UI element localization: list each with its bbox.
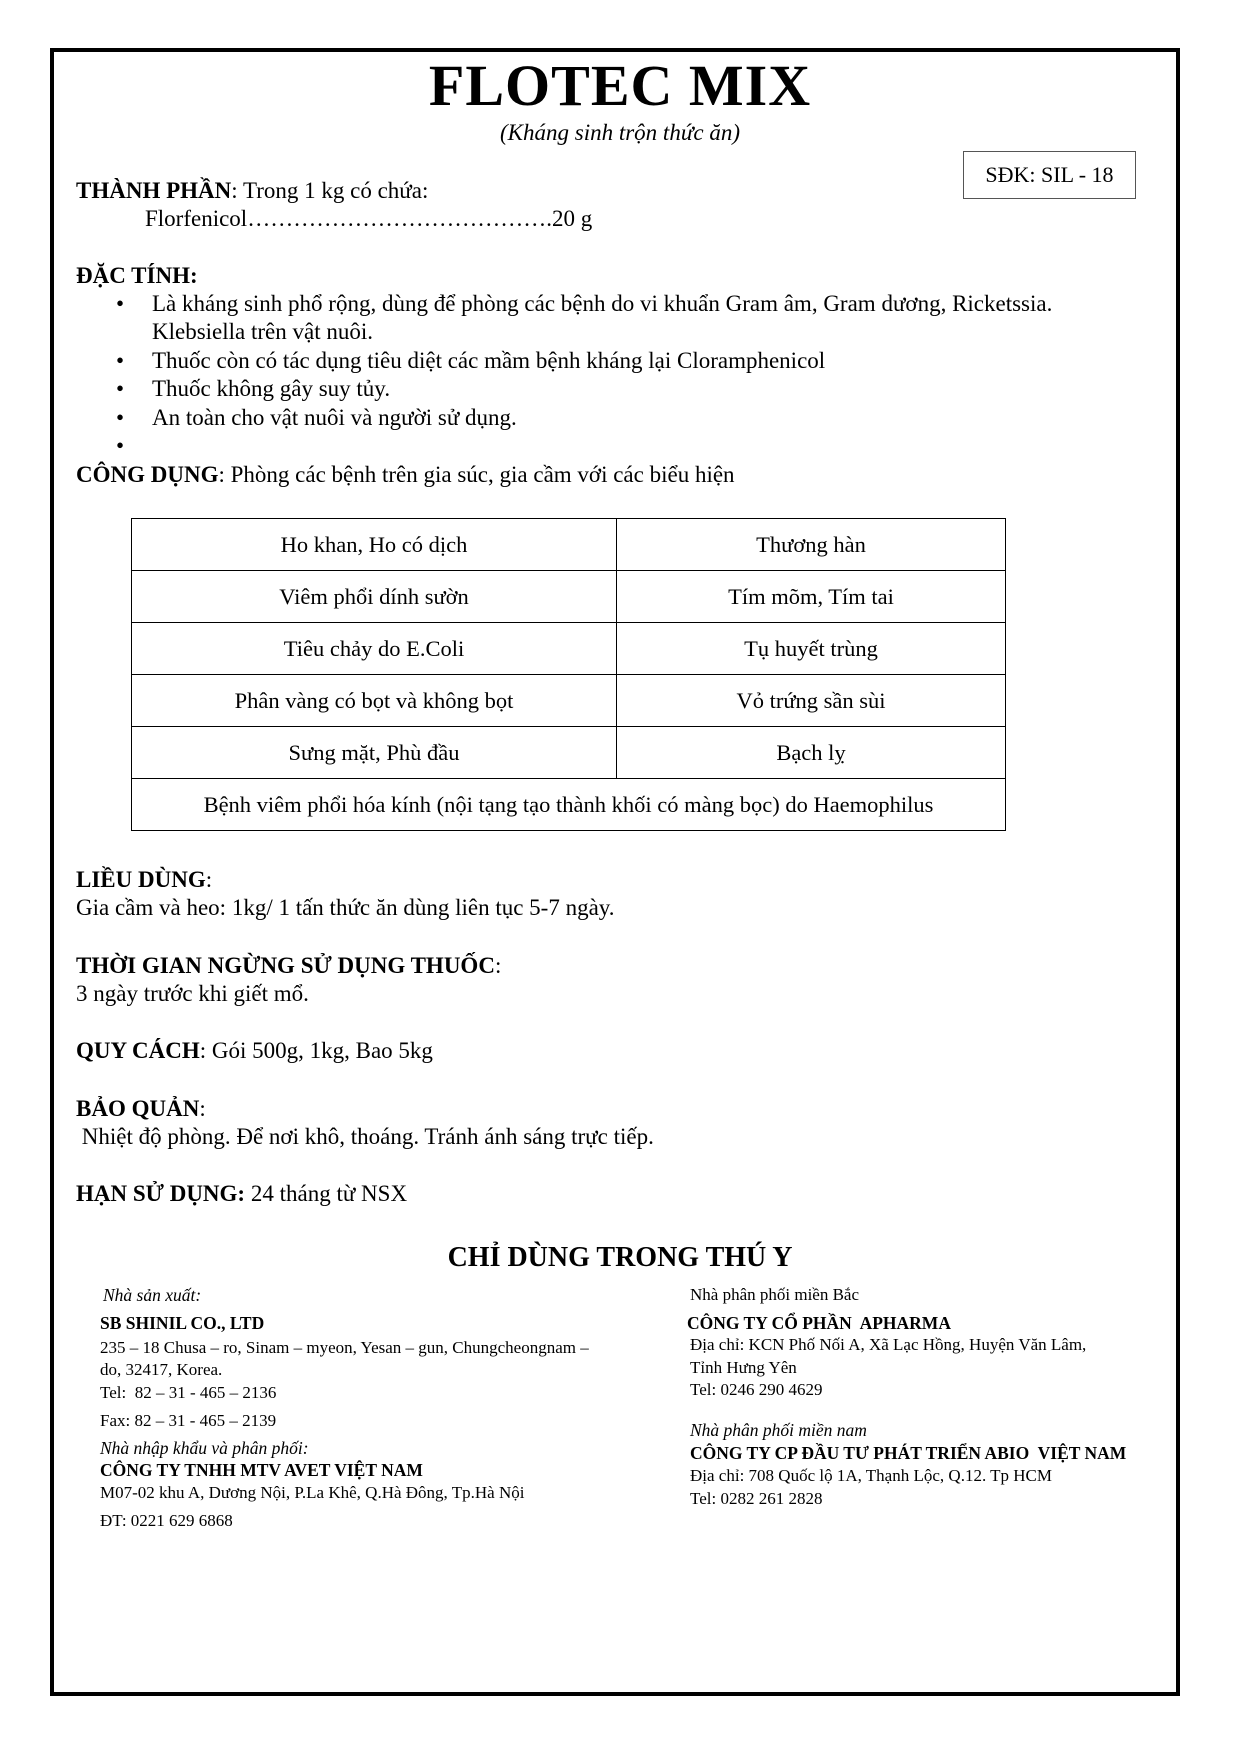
property-item: Klebsiella trên vật nuôi. (152, 319, 373, 344)
composition-line (76, 178, 428, 204)
expiry-heading: HẠN SỬ DỤNG: (76, 1181, 246, 1206)
uses-text: : Phòng các bệnh trên gia súc, gia cầm với các biểu hiện (218, 462, 735, 487)
manufacturer-address: 235 – 18 Chusa – ro, Sinam – myeon, Yesan – gun, Chungcheongnam – (100, 1338, 589, 1357)
withdrawal-text: 3 ngày trước khi giết mổ. (76, 981, 309, 1006)
storage-heading: BẢO QUẢN (76, 1096, 200, 1121)
product-subtitle: (Kháng sinh trộn thức ăn) (500, 120, 740, 145)
north-distributor-tel: Tel: 0246 290 4629 (690, 1380, 823, 1399)
bullet-icon: • (116, 376, 125, 401)
importer-label: Nhà nhập khẩu và phân phối: (100, 1438, 309, 1458)
uses-heading: CÔNG DỤNG (76, 462, 219, 487)
expiry-line (76, 1181, 407, 1207)
ingredient-line: Florfenicol………………………………….20 g (145, 206, 593, 231)
property-item: Thuốc không gây suy tủy. (152, 376, 391, 401)
table-cell: Ho khan, Ho có dịch (132, 519, 617, 571)
table-cell: Tụ huyết trùng (617, 623, 1006, 675)
south-distributor-tel: Tel: 0282 261 2828 (690, 1489, 823, 1508)
dosage-colon: : (205, 867, 213, 892)
importer-address: M07-02 khu A, Dương Nội, P.La Khê, Q.Hà Đông, Tp.Hà Nội (100, 1483, 525, 1502)
property-item: Là kháng sinh phổ rộng, dùng để phòng các bệnh do vi khuẩn Gram âm, Gram dương, Ricketssia. (152, 291, 1053, 316)
table-cell: Phân vàng có bọt và không bọt (132, 675, 617, 727)
withdrawal-heading-line (76, 953, 501, 979)
north-distributor-address: Tỉnh Hưng Yên (690, 1358, 797, 1377)
manufacturer-label: Nhà sản xuất: (103, 1285, 202, 1305)
bullet-icon: • (116, 433, 125, 458)
importer-phone: ĐT: 0221 629 6868 (100, 1511, 233, 1530)
storage-text: Nhiệt độ phòng. Để nơi khô, thoáng. Tránh ánh sáng trực tiếp. (76, 1124, 654, 1149)
uses-line (76, 462, 735, 488)
packaging-text: : Gói 500g, 1kg, Bao 5kg (199, 1038, 433, 1063)
manufacturer-tel: Tel: 82 – 31 - 465 – 2136 (100, 1383, 277, 1402)
registration-box: SĐK: SIL - 18 (963, 151, 1136, 199)
south-distributor-address: Địa chỉ: 708 Quốc lộ 1A, Thạnh Lộc, Q.12. Tp HCM (690, 1466, 1052, 1485)
table-row (132, 519, 1006, 571)
table-cell: Tiêu chảy do E.Coli (132, 623, 617, 675)
south-distributor-label: Nhà phân phối miền nam (690, 1420, 867, 1440)
properties-heading: ĐẶC TÍNH: (76, 263, 198, 288)
storage-heading-line (76, 1096, 206, 1122)
manufacturer-name: SB SHINIL CO., LTD (100, 1313, 265, 1333)
table-cell: Viêm phổi dính sườn (132, 571, 617, 623)
table-cell: Bạch lỵ (617, 727, 1006, 779)
packaging-heading: QUY CÁCH (76, 1038, 200, 1063)
bullet-icon: • (116, 291, 125, 316)
storage-colon: : (199, 1096, 206, 1121)
table-row (132, 727, 1006, 779)
veterinary-use-title: CHỈ DÙNG TRONG THÚ Y (447, 1242, 793, 1273)
packaging-line (76, 1038, 433, 1064)
south-distributor-name: CÔNG TY CP ĐẦU TƯ PHÁT TRIỂN ABIO VIỆT NAM (690, 1443, 1127, 1463)
manufacturer-address: do, 32417, Korea. (100, 1360, 223, 1379)
composition-text: : Trong 1 kg có chứa: (231, 178, 429, 203)
table-cell: Thương hàn (617, 519, 1006, 571)
table-row (132, 675, 1006, 727)
north-distributor-address: Địa chỉ: KCN Phố Nối A, Xã Lạc Hồng, Huyện Văn Lâm, (690, 1335, 1087, 1354)
withdrawal-heading: THỜI GIAN NGỪNG SỬ DỤNG THUỐC (76, 953, 495, 978)
expiry-text: 24 tháng từ NSX (245, 1181, 408, 1206)
table-cell: Sưng mặt, Phù đầu (132, 727, 617, 779)
bullet-icon: • (116, 348, 125, 373)
property-item: An toàn cho vật nuôi và người sử dụng. (152, 405, 517, 430)
property-item: Thuốc còn có tác dụng tiêu diệt các mầm bệnh kháng lại Cloramphenicol (152, 348, 826, 373)
table-row (132, 571, 1006, 623)
table-row (132, 623, 1006, 675)
product-title: FLOTEC MIX (428, 53, 812, 118)
composition-heading: THÀNH PHẦN (76, 178, 232, 203)
bullet-icon: • (116, 405, 125, 430)
table-cell: Vỏ trứng sần sùi (617, 675, 1006, 727)
importer-name: CÔNG TY TNHH MTV AVET VIỆT NAM (100, 1460, 423, 1480)
table-cell: Tím mõm, Tím tai (617, 571, 1006, 623)
withdrawal-colon: : (494, 953, 502, 978)
manufacturer-fax: Fax: 82 – 31 - 465 – 2139 (100, 1411, 277, 1430)
table-cell: Bệnh viêm phổi hóa kính (nội tạng tạo thành khối có màng bọc) do Haemophilus (132, 779, 1006, 831)
north-distributor-label: Nhà phân phối miền Bắc (690, 1285, 860, 1304)
uses-table (131, 518, 1006, 831)
north-distributor-name: CÔNG TY CỔ PHẦN APHARMA (687, 1313, 951, 1333)
dosage-heading: LIỀU DÙNG (76, 867, 206, 892)
dosage-heading-line (76, 867, 212, 893)
table-row (132, 779, 1006, 831)
dosage-text: Gia cầm và heo: 1kg/ 1 tấn thức ăn dùng liên tục 5-7 ngày. (76, 895, 615, 920)
